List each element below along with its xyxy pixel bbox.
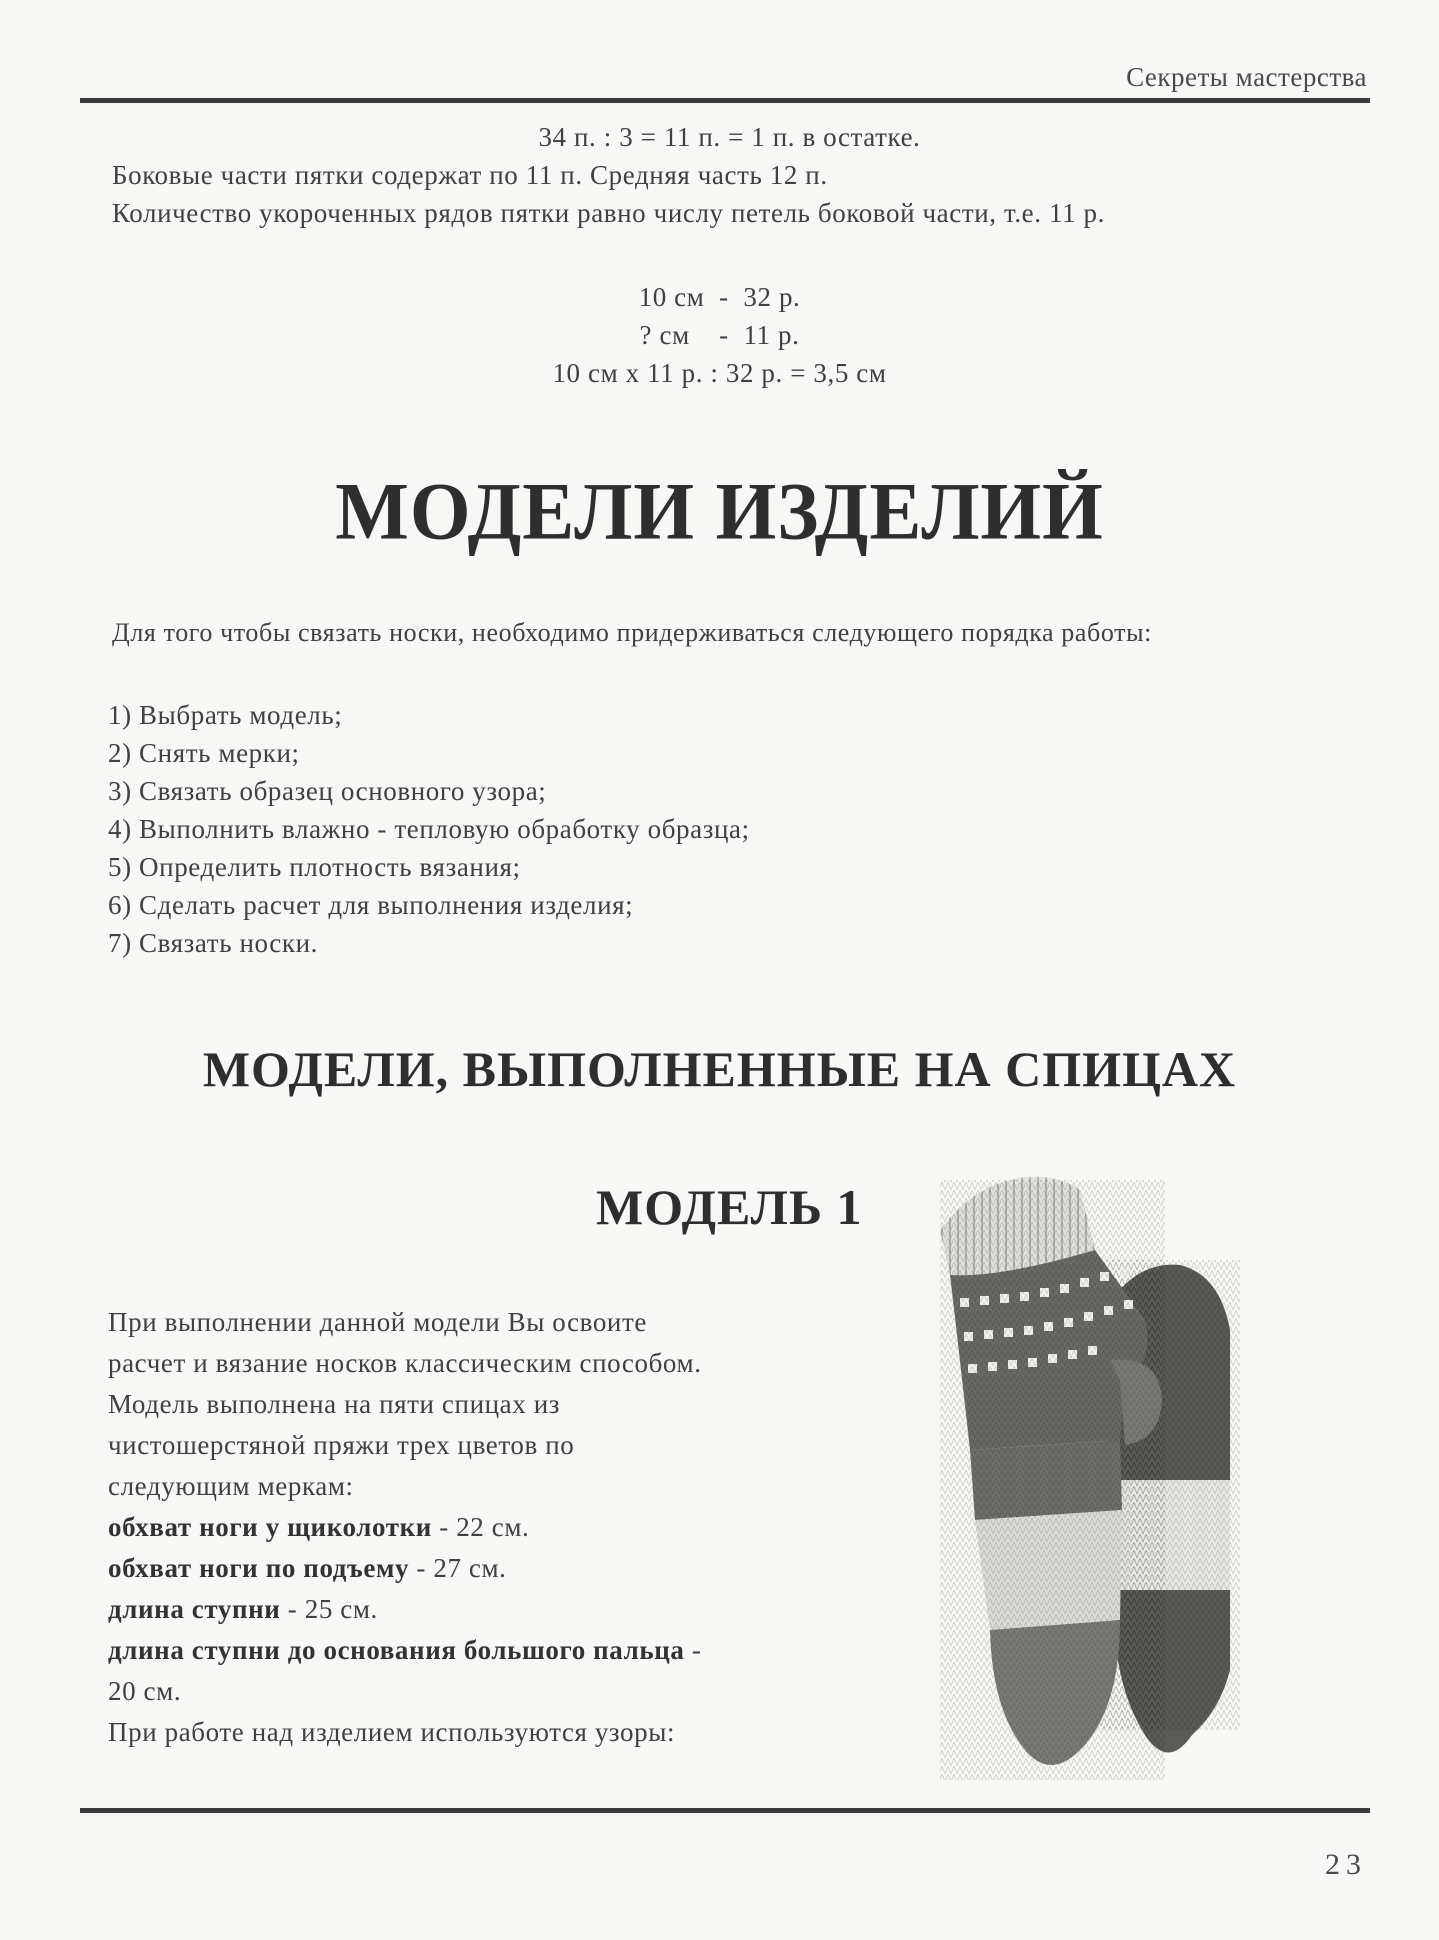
measure-foot-length-label: длина ступни — [108, 1594, 281, 1624]
model-title: МОДЕЛЬ 1 — [596, 1179, 863, 1235]
page-number: 23 — [1325, 1848, 1367, 1881]
measure-ankle — [108, 1507, 708, 1548]
calc-line-3: Количество укороченных рядов пятки равно числу петель боковой части, т.е. 11 р. — [112, 198, 1105, 228]
calc-line-2: Боковые части пятки содержат по 11 п. Средняя часть 12 п. — [112, 160, 828, 190]
measure-instep-value: - 27 см. — [409, 1553, 507, 1583]
socks-illustration — [930, 1150, 1330, 1790]
step-item-4: 4) Выполнить влажно - тепловую обработку образца; — [108, 814, 750, 844]
measure-instep — [108, 1548, 708, 1589]
measure-to-toe — [108, 1630, 708, 1712]
measure-ankle-value: - 22 см. — [431, 1512, 530, 1542]
measure-foot-length — [108, 1589, 708, 1630]
section-title-knitted-models: МОДЕЛИ, ВЫПОЛНЕННЫЕ НА СПИЦАХ — [202, 1041, 1237, 1097]
step-item-5: 5) Определить плотность вязания; — [108, 852, 521, 882]
step-item-3: 3) Связать образец основного узора; — [108, 776, 547, 806]
calc-line-1: 34 п. : 3 = 11 п. = 1 п. в остатке. — [538, 122, 921, 152]
intro-text: Для того чтобы связать носки, необходимо придерживаться следующего порядка работы: — [112, 618, 1152, 647]
front-sock — [940, 1177, 1165, 1780]
running-header: Секреты мастерства — [1126, 62, 1367, 92]
description-paragraph-1: При выполнении данной модели Вы освоите расчет и вязание носков классическим способом. — [108, 1307, 702, 1378]
step-item-6: 6) Сделать расчет для выполнения изделия; — [108, 890, 634, 920]
model-description — [108, 1302, 708, 1753]
step-item-1: 1) Выбрать модель; — [108, 700, 343, 730]
section-title-models: МОДЕЛИ ИЗДЕЛИЙ — [335, 464, 1104, 557]
measure-to-toe-value: - 20 см. — [108, 1635, 702, 1706]
description-paragraph-2: Модель выполнена на пяти спицах из чистошерстяной пряжи трех цветов по следующим меркам: — [108, 1389, 575, 1501]
measure-to-toe-label: длина ступни до основания большого пальца — [108, 1635, 685, 1665]
description-paragraph-3: При работе над изделием используются узоры: — [108, 1717, 676, 1747]
step-item-2: 2) Снять мерки; — [108, 738, 300, 768]
top-rule — [80, 98, 1370, 103]
measure-foot-length-value: - 25 см. — [280, 1594, 378, 1624]
step-item-7: 7) Связать носки. — [108, 928, 318, 958]
proportion-line-1: 10 см - 32 р. — [638, 282, 801, 312]
proportion-line-3: 10 см х 11 р. : 32 р. = 3,5 см — [552, 358, 887, 388]
bottom-rule — [80, 1808, 1370, 1813]
proportion-line-2: ? см - 11 р. — [639, 320, 800, 350]
measure-instep-label: обхват ноги по подъему — [108, 1553, 410, 1583]
measure-ankle-label: обхват ноги у щиколотки — [108, 1512, 432, 1542]
